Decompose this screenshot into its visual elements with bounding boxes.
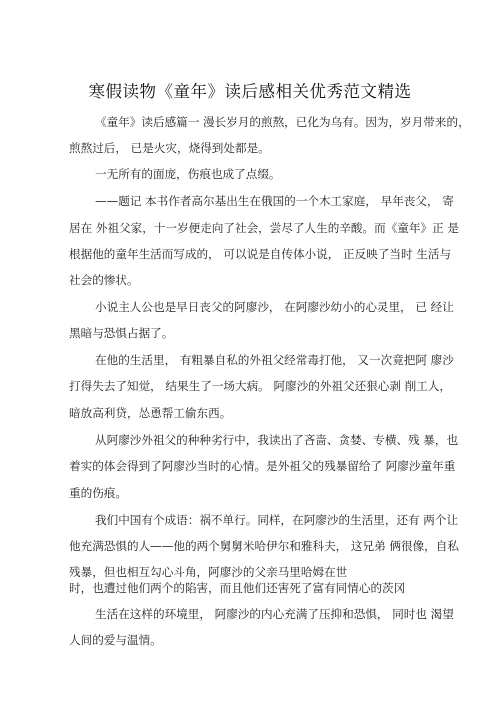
paragraph-line: 他充满恐惧的人——他的两个舅舅米哈伊尔和雅科夫， 这兄弟 俩很像，自私 [69, 539, 459, 553]
paragraph-line: 暗放高利贷，怂恿帮工偷东西。 [69, 406, 232, 420]
paragraph-line: 在他的生活里， 有粗暴自私的外祖父经常毒打他， 又一次竟把阿 廖沙 [95, 353, 454, 367]
page-title: 寒假读物《童年》读后感相关优秀范文精选 [88, 82, 412, 101]
paragraph-line: 残暴，但也相互勾心斗角，阿廖沙的父亲马里哈姆在世 [69, 565, 348, 579]
paragraph-line: 从阿廖沙外祖父的种种劣行中，我读出了吝啬、贪婪、专横、残 暴，也 [95, 433, 459, 447]
paragraph-line: 《童年》读后感篇一 漫长岁月的煎熬，已化为乌有。因为，岁月带来的， [95, 115, 470, 129]
paragraph-line: 重的伤痕。 [69, 486, 127, 500]
paragraph-line: 黑暗与恐惧占据了。 [69, 326, 174, 340]
paragraph-line: 我们中国有个成语：祸不单行。同样，在阿廖沙的生活里，还有 两个让 [95, 513, 459, 527]
paragraph-line: 着实的体会得到了阿廖沙当时的心情。是外祖父的残暴留给了 阿廖沙童年重 [69, 459, 456, 473]
paragraph-line: 一无所有的面庞，伤痕也成了点缀。 [95, 167, 281, 181]
paragraph-line: ——题记 本书作者高尔基出生在俄国的一个木工家庭， 早年丧父， 寄 [95, 194, 454, 208]
paragraph-line: 小说主人公也是早日丧父的阿廖沙， 在阿廖沙幼小的心灵里， 已 经让 [95, 300, 454, 314]
paragraph-line: 根据他的童年生活而写成的， 可以说是自传体小说， 正反映了当时 生活与 [69, 247, 452, 261]
paragraph-line: 社会的惨状。 [69, 273, 139, 287]
paragraph-line: 生活在这样的环境里， 阿廖沙的内心充满了压抑和恐惧， 同时也 渴望 [95, 607, 454, 621]
paragraph-line: 煎熬过后， 已是火灾，烧得到处都是。 [69, 141, 270, 155]
paragraph-line: 居在 外祖父家，十一岁便走向了社会，尝尽了人生的辛酸。而《童年》正 是 [69, 221, 459, 235]
paragraph-line: 人间的爱与温情。 [69, 633, 162, 647]
paragraph-line: 打得失去了知觉， 结果生了一场大病。 阿廖沙的外祖父还狠心剥 削工人， [69, 379, 452, 393]
paragraph-line: 时，也遭过他们两个的陷害，而且他们还害死了富有同情心的茨冈 [69, 581, 406, 595]
